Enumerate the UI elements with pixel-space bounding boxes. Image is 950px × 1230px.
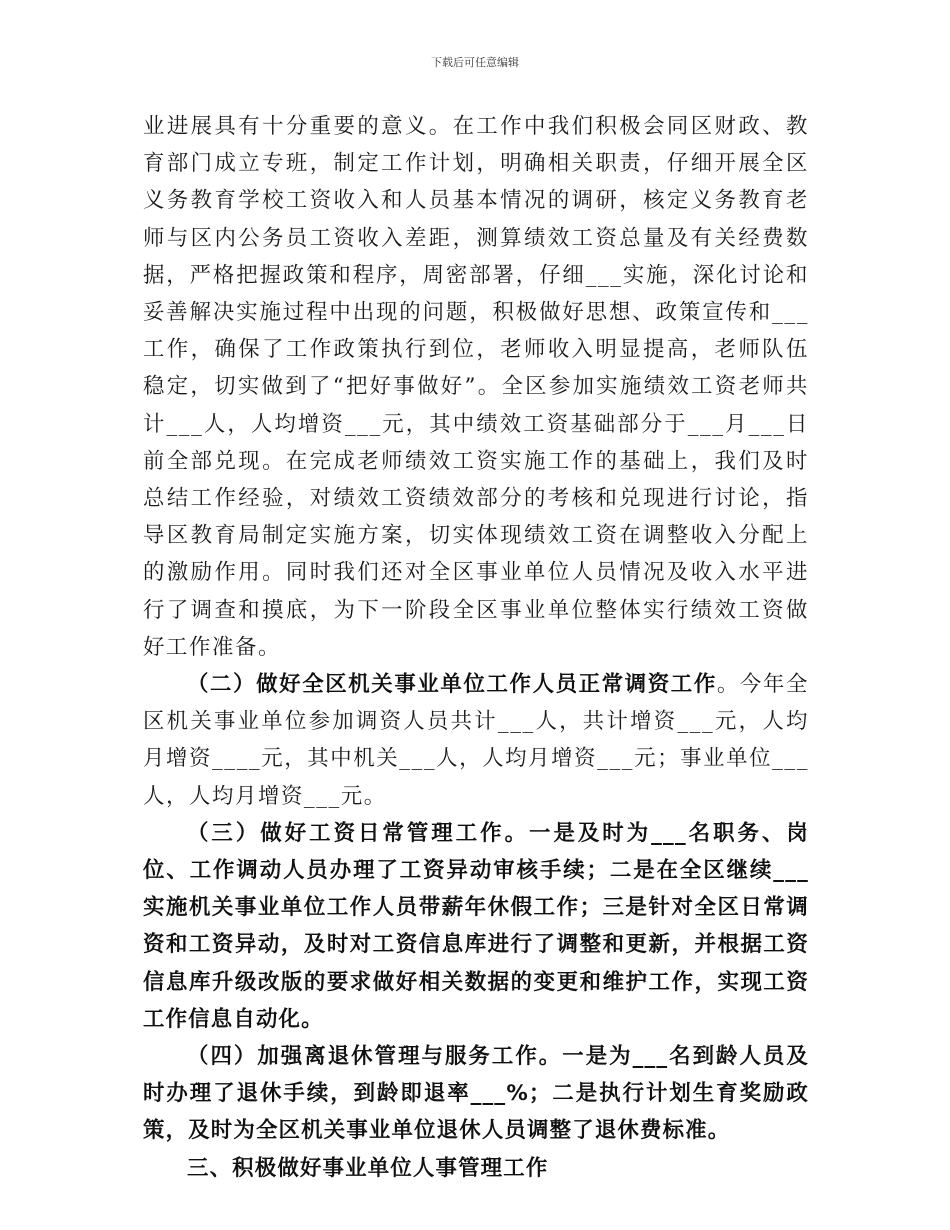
section-heading-2: （二）做好全区机关事业单位工作人员正常调资工作 — [187, 672, 717, 698]
paragraph-3: （三）做好工资日常管理工作。一是及时为___名职务、岗位、工作调动人员办理了工资异动审核手续；二是在全区继续___实施机关事业单位工作人员带薪年休假工作；三是针对全区日常调资和工资异动，及时对工资信息库进行了调整和更新，并根据工资信息库升级改版的要求做好相关数据的变更和维护工作，实现工资工作信息自动化。 — [143, 820, 809, 1032]
page-header: 下载后可任意编辑 — [431, 56, 519, 69]
section-heading-3: 三、积极做好事业单位人事管理工作 — [187, 1155, 549, 1181]
paragraph-2 — [143, 666, 809, 815]
paragraph-1: 业进展具有十分重要的意义。在工作中我们积极会同区财政、教育部门成立专班，制定工作计划，明确相关职责，仔细开展全区义务教育学校工资收入和人员基本情况的调研，核定义务教育老师与区内公务员工资收入差距，测算绩效工资总量及有关经费数据，严格把握政策和程序，周密部署，仔细___实施，深化讨论和妥善解决实施过程中出现的问题，积极做好思想、政策宣传和___工作，确保了工作政策执行到位，老师收入明显提高，老师队伍稳定，切实做到了“把好事做好”。全区参加实施绩效工资老师共计___人，人均增资___元，其中绩效工资基础部分于___月___日前全部兑现。在完成老师绩效工资实施工作的基础上，我们及时总结工作经验，对绩效工资绩效部分的考核和兑现进行讨论，指导区教育局制定实施方案，切实体现绩效工资在调整收入分配上的激励作用。同时我们还对全区事业单位人员情况及收入水平进行了调查和摸底，为下一阶段全区事业单位整体实行绩效工资做好工作准备。 — [143, 114, 809, 660]
paragraph-2-text: 。今年全区机关事业单位参加调资人员共计___人，共计增资___元，人均月增资____元，其中机关___人，人均月增资___元；事业单位___人，人均月增资___元。 — [143, 672, 809, 809]
paragraph-4: （四）加强离退休管理与服务工作。一是为___名到龄人员及时办理了退休手续，到龄即退率___%；二是执行计划生育奖励政策，及时为全区机关事业单位退休人员调整了退休费标准。 — [143, 1044, 809, 1144]
document-body — [143, 108, 809, 1187]
